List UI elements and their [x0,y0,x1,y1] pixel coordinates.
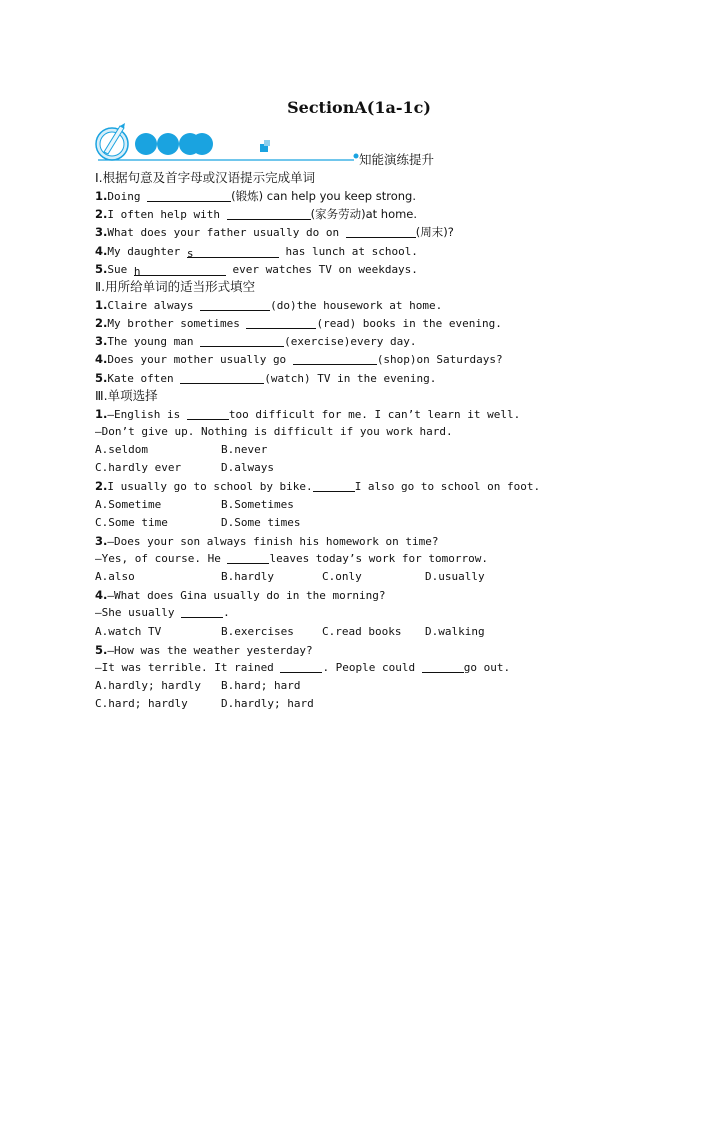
s3-q5-reply: —It was terrible. It rained . People could go out. [95,660,511,674]
s3-q5: 5.—How was the weather yesterday? [95,642,313,657]
option-d[interactable]: D.always [221,461,274,475]
option-b[interactable]: B.Sometimes [221,497,294,511]
answer-blank[interactable] [181,605,223,618]
s3-q5-options-cd [95,695,685,713]
answer-blank[interactable] [180,371,264,384]
s3-q4-options [95,623,685,641]
option-b[interactable]: B.never [221,443,268,457]
worksheet-content [95,169,685,713]
option-a[interactable]: A.watch TV [95,624,162,638]
s3-q3-options [95,568,685,586]
s2-item-4: 4.Does your mother usually go (shop)on Saturdays? [95,352,503,367]
s3-q5-options-ab [95,677,685,695]
s2-item-5: 5.Kate often (watch) TV in the evening. [95,370,437,385]
answer-blank[interactable]: h [134,263,226,276]
answer-blank[interactable] [313,479,355,492]
option-c[interactable]: C.only [322,570,362,584]
s3-q2-options-ab [95,496,685,514]
page-title: SectionA(1a-1c) [287,98,431,117]
section3-heading: Ⅲ.单项选择 [95,387,158,403]
banner-label: 知能演练提升 [359,152,435,167]
s2-item-3: 3.The young man (exercise)every day. [95,334,417,349]
answer-blank[interactable] [246,316,316,329]
s1-item-3: 3.What does your father usually do on (周末)? [95,225,454,240]
option-b[interactable]: B.exercises [221,624,294,638]
s1-item-4: 4.My daughter s has lunch at school. [95,243,418,260]
option-c[interactable]: C.hardly ever [95,461,182,475]
s3-q3: 3.—Does your son always finish his homework on time? [95,533,439,548]
option-c[interactable]: C.hard; hardly [95,697,188,711]
answer-blank[interactable] [346,225,416,238]
s3-q3-reply: —Yes, of course. He leaves today’s work for tomorrow. [95,551,488,565]
s3-q4-reply: —She usually . [95,606,230,620]
option-d[interactable]: D.hardly; hard [221,697,314,711]
s3-q2-options-cd [95,514,685,532]
s1-item-2: 2.I often help with (家务劳动)at home. [95,207,418,222]
option-c[interactable]: C.Some time [95,515,168,529]
option-a[interactable]: A.hardly; hardly [95,678,201,692]
s2-item-1: 1.Claire always (do)the housework at home. [95,297,443,312]
answer-blank[interactable] [280,660,322,673]
answer-blank[interactable] [293,352,377,365]
option-d[interactable]: D.walking [425,624,485,638]
s3-q4: 4.—What does Gina usually do in the morning? [95,588,386,603]
section1-heading: Ⅰ.根据句意及首字母或汉语提示完成单词 [95,170,316,185]
s3-q1-options-ab [95,441,685,459]
answer-blank[interactable] [422,660,464,673]
option-a[interactable]: A.seldom [95,443,148,457]
s3-q2: 2.I usually go to school by bike. I also go to school on foot. [95,479,541,494]
option-b[interactable]: B.hardly [221,570,274,584]
s1-item-5: 5.Sue h ever watches TV on weekdays. [95,261,418,278]
answer-blank[interactable]: s [187,245,279,258]
option-d[interactable]: D.Some times [221,515,301,529]
s3-q1: 1.—English is too difficult for me. I can’t learn it well. [95,406,521,421]
s2-item-2: 2.My brother sometimes (read) books in the evening. [95,316,502,331]
s3-q1-options-cd [95,459,685,477]
answer-blank[interactable] [187,407,229,420]
s1-item-1: 1.Doing (锻炼) can help you keep strong. [95,189,416,204]
answer-blank[interactable] [147,189,231,202]
option-a[interactable]: A.Sometime [95,497,162,511]
option-d[interactable]: D.usually [425,570,485,584]
answer-blank[interactable] [227,207,311,220]
option-c[interactable]: C.read books [322,624,402,638]
section2-heading: Ⅱ.用所给单词的适当形式填空 [95,278,256,294]
answer-blank[interactable] [200,334,284,347]
s3-q1-reply: —Don’t give up. Nothing is difficult if you work hard. [95,424,453,438]
option-a[interactable]: A.also [95,570,135,584]
answer-blank[interactable] [227,551,269,564]
option-b[interactable]: B.hard; hard [221,678,301,692]
answer-blank[interactable] [200,298,270,311]
